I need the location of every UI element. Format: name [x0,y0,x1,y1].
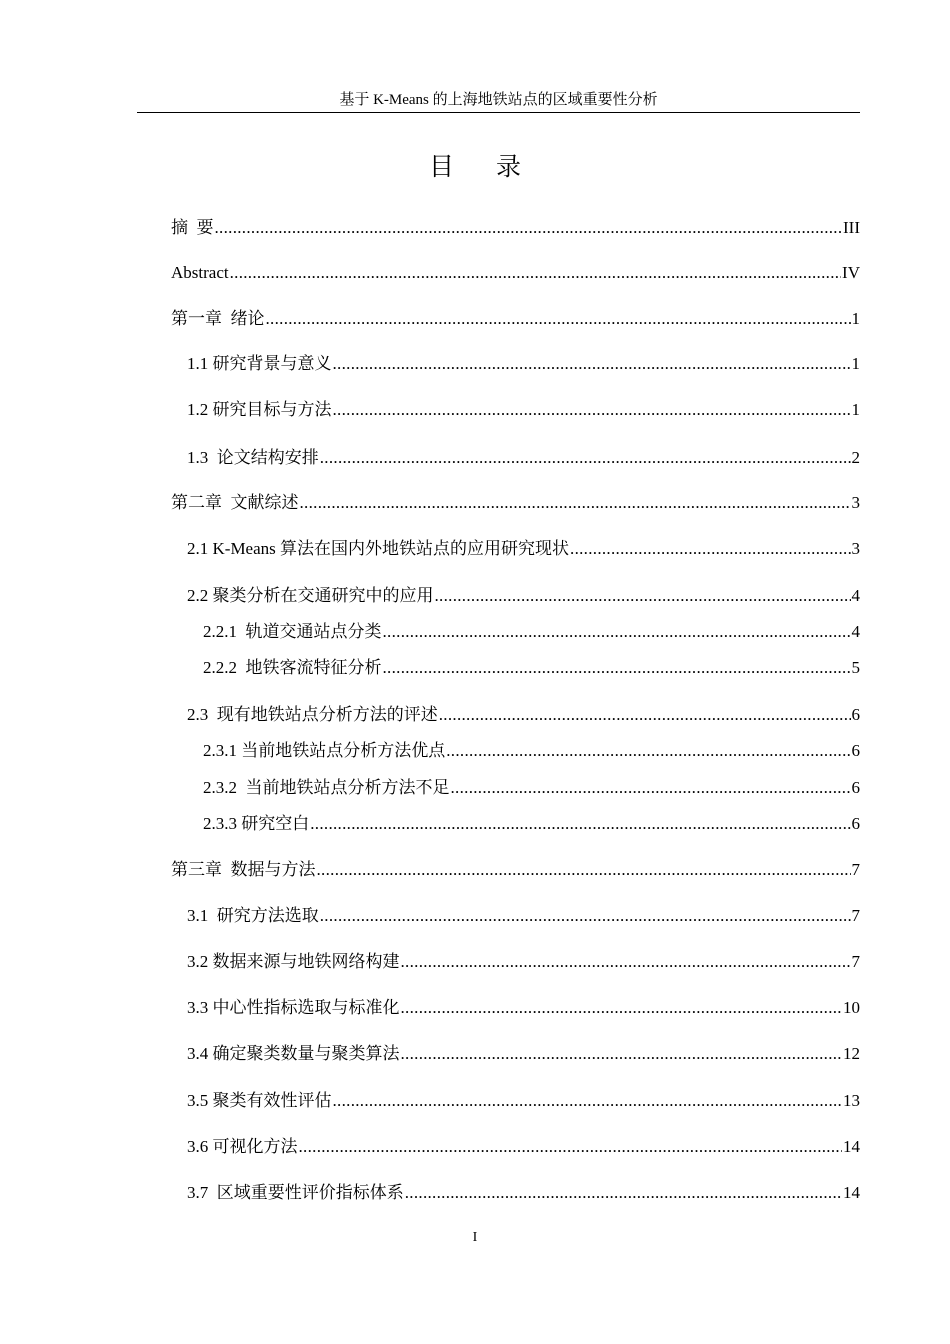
toc-entry[interactable] [187,1182,860,1204]
toc-entry-label: 第一章 绪论 [171,309,265,328]
toc-title: 目录 [428,152,563,181]
toc-dot-leader [383,621,851,643]
toc-entry[interactable] [187,905,860,927]
toc-entry-label: Abstract [171,263,229,282]
toc-dot-leader [215,217,843,239]
toc-dot-leader [439,704,851,726]
toc-entry-label: 2.3 现有地铁站点分析方法的评述 [187,705,438,724]
toc-entry[interactable] [203,657,860,679]
toc-dot-leader [300,492,851,514]
toc-dot-leader [266,308,851,330]
toc-entry[interactable] [187,1043,860,1065]
toc-entry[interactable] [171,217,860,239]
header-rule [137,112,860,113]
toc-entry-page: 7 [851,860,860,879]
toc-entry-label: 第二章 文献综述 [171,493,299,512]
toc-entry-label: 2.3.2 当前地铁站点分析方法不足 [203,778,450,797]
toc-entry-label: 2.1 K-Means 算法在国内外地铁站点的应用研究现状 [187,539,570,558]
toc-dot-leader [383,657,851,679]
toc-entry-page: 2 [851,448,860,467]
toc-entry[interactable] [187,447,860,469]
toc-dot-leader [570,538,850,560]
toc-dot-leader [333,399,851,421]
toc-entry-label: 1.1 研究背景与意义 [187,354,332,373]
toc-dot-leader [401,997,843,1019]
toc-entry[interactable] [187,1136,860,1158]
toc-entry-page: 3 [851,539,860,558]
toc-entry-page: 12 [843,1044,860,1063]
toc-entry[interactable] [171,859,860,881]
toc-entry-label: 3.6 可视化方法 [187,1137,298,1156]
toc-entry-page: 6 [851,778,860,797]
toc-dot-leader [320,905,851,927]
toc-dot-leader [320,447,851,469]
toc-dot-leader [230,262,841,284]
toc-entry[interactable] [187,951,860,973]
toc-entry-page: 10 [843,998,860,1017]
toc-entry-label: 1.3 论文结构安排 [187,448,319,467]
toc-entry-page: 1 [851,400,860,419]
toc-entry-page: 13 [843,1091,860,1110]
toc-dot-leader [446,740,850,762]
toc-entry-page: 7 [851,952,860,971]
toc-dot-leader [435,585,851,607]
toc-entry[interactable] [171,308,860,330]
toc-entry-page: 4 [851,586,860,605]
toc-entry-label: 3.3 中心性指标选取与标准化 [187,998,400,1017]
toc-entry-page: 14 [843,1183,860,1202]
toc-entry-page: 1 [851,309,860,328]
toc-entry[interactable] [187,704,860,726]
toc-entry-page: 6 [851,814,860,833]
toc-entry-label: 3.2 数据来源与地铁网络构建 [187,952,400,971]
toc-entry-label: 2.2.2 地铁客流特征分析 [203,658,382,677]
toc-dot-leader [299,1136,843,1158]
toc-entry[interactable] [187,1090,860,1112]
running-header: 基于 K-Means 的上海地铁站点的区域重要性分析 [339,92,658,108]
toc-entry-label: 3.5 聚类有效性评估 [187,1091,332,1110]
toc-entry[interactable] [187,997,860,1019]
toc-dot-leader [451,777,851,799]
toc-dot-leader [333,353,851,375]
toc-entry-label: 2.3.1 当前地铁站点分析方法优点 [203,741,446,760]
toc-dot-leader [401,951,851,973]
toc-entry[interactable] [203,813,860,835]
toc-entry-page: III [843,218,860,237]
toc-dot-leader [405,1182,842,1204]
toc-entry-page: 6 [851,705,860,724]
toc-dot-leader [317,859,851,881]
toc-entry-label: 1.2 研究目标与方法 [187,400,332,419]
toc-entry-label: 3.1 研究方法选取 [187,906,319,925]
toc-entry[interactable] [187,585,860,607]
toc-dot-leader [310,813,850,835]
toc-dot-leader [333,1090,843,1112]
toc-entry-label: 2.2 聚类分析在交通研究中的应用 [187,586,434,605]
toc-entry-label: 3.7 区域重要性评价指标体系 [187,1183,404,1202]
toc-entry[interactable] [171,262,860,284]
toc-entry-label: 3.4 确定聚类数量与聚类算法 [187,1044,400,1063]
toc-dot-leader [401,1043,843,1065]
toc-entry-label: 摘 要 [171,218,214,237]
toc-entry-page: 6 [851,741,860,760]
toc-entry-page: 5 [851,658,860,677]
toc-entry-page: 1 [851,354,860,373]
toc-entry[interactable] [187,538,860,560]
page-number: I [472,1230,478,1245]
toc-entry[interactable] [171,492,860,514]
toc-entry-page: 4 [851,622,860,641]
toc-entry-label: 2.2.1 轨道交通站点分类 [203,622,382,641]
toc-entry-page: IV [842,263,860,282]
toc-entry-page: 7 [851,906,860,925]
toc-entry[interactable] [203,740,860,762]
toc-entry[interactable] [187,399,860,421]
toc-entry-label: 第三章 数据与方法 [171,860,316,879]
toc-entry-page: 3 [851,493,860,512]
toc-entry[interactable] [203,777,860,799]
toc-entry[interactable] [203,621,860,643]
toc-entry-label: 2.3.3 研究空白 [203,814,310,833]
toc-entry-page: 14 [843,1137,860,1156]
toc-entry[interactable] [187,353,860,375]
